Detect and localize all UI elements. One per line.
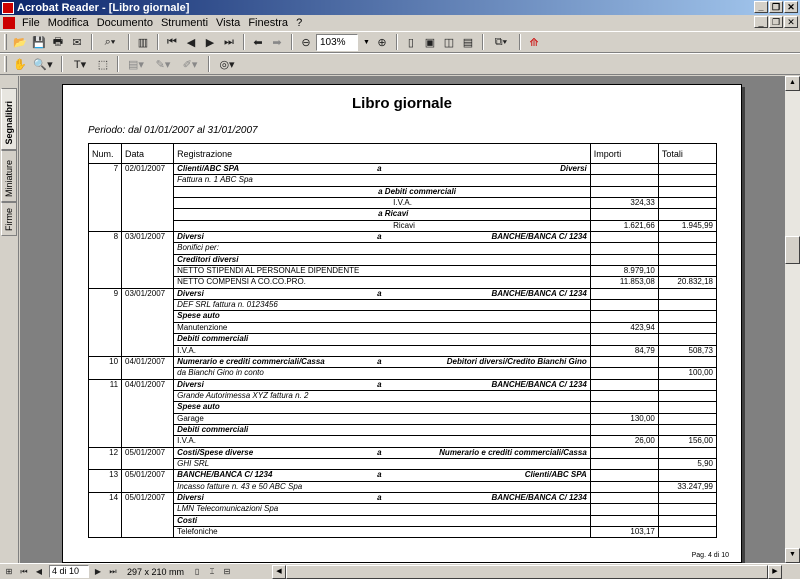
entry-credit-account: BANCHE/BANCA C/ 1234 (491, 379, 587, 389)
entry-line-text: a Debiti commerciali (174, 186, 591, 197)
entry-total (658, 300, 716, 311)
first-page-icon[interactable]: ⏮ (167, 35, 177, 48)
entry-date: 05/01/2007 (122, 470, 174, 493)
entry-date: 05/01/2007 (122, 447, 174, 470)
tab-segnalibri[interactable]: Segnalibri (1, 88, 17, 150)
entry-line-importo (590, 254, 658, 265)
entry-total (658, 243, 716, 254)
toolbar-grip-2[interactable] (4, 56, 7, 72)
entry-description: Incasso fatture n. 43 e 50 ABC Spa (174, 481, 591, 492)
text-select-tool-icon[interactable]: T▾ (73, 58, 87, 71)
scroll-left-icon[interactable]: ◀ (272, 565, 286, 579)
entry-line-importo: 130,00 (590, 413, 658, 424)
entry-description: DEF SRL fattura n. 0123456 (174, 300, 591, 311)
vertical-scroll-thumb[interactable] (785, 236, 800, 264)
previous-page-icon[interactable]: ◀ (186, 36, 196, 49)
entry-line-totale (658, 311, 716, 322)
email-icon[interactable]: ✉ (72, 36, 82, 49)
menu-vista[interactable]: Vista (216, 17, 241, 29)
entry-line-text: Costi (174, 515, 591, 526)
menu-finestra[interactable]: Finestra (248, 17, 289, 29)
entry-credit-account: Debitori diversi/Credito Bianchi Gino (446, 356, 587, 366)
entry-line-text: NETTO COMPENSI A CO.CO.PRO. (174, 277, 591, 288)
hand-tool-icon[interactable]: ✋ (13, 58, 27, 71)
fit-visible-icon[interactable]: ▤ (462, 36, 474, 49)
entry-row (89, 447, 717, 458)
entry-line-totale (658, 334, 716, 345)
window-title: Acrobat Reader - [Libro giornale] (17, 1, 190, 14)
minimize-button[interactable]: _ (754, 1, 768, 13)
save-icon[interactable]: 💾 (32, 36, 46, 49)
menu-documento[interactable]: Documento (96, 17, 153, 29)
col-num: Num. (89, 144, 122, 164)
entry-debit-account: Diversi (177, 379, 204, 389)
entry-num: 8 (89, 232, 122, 289)
entry-description: Grande Autorimessa XYZ fattura n. 2 (174, 390, 591, 401)
toolbar-grip[interactable] (4, 34, 7, 50)
restore-button[interactable]: ❐ (769, 1, 783, 13)
col-totali: Totali (658, 144, 716, 164)
entry-line-totale (658, 527, 716, 538)
scroll-right-icon[interactable]: ▶ (768, 565, 782, 579)
status-prev-page-icon[interactable]: ◀ (35, 567, 43, 576)
entry-description: GHI SRL (174, 458, 591, 469)
doc-restore-button[interactable]: ❐ (769, 16, 783, 28)
entry-line-row (89, 266, 717, 277)
entry-credit-account: BANCHE/BANCA C/ 1234 (491, 288, 587, 298)
entry-line-text: Creditori diversi (174, 254, 591, 265)
page-footer: Pag. 4 di 10 (691, 552, 729, 559)
entry-line-totale (658, 254, 716, 265)
col-registrazione: Registrazione (174, 144, 591, 164)
menu-bar (0, 15, 800, 31)
col-data: Data (122, 144, 174, 164)
entry-line-text: Debiti commerciali (174, 424, 591, 435)
entry-line-totale (658, 402, 716, 413)
title-bar (0, 0, 800, 15)
entry-line-text: Spese auto (174, 402, 591, 413)
entry-desc-row (89, 390, 717, 401)
entry-line-importo: 26,00 (590, 436, 658, 447)
entry-credit-account: Numerario e crediti commerciali/Cassa (439, 447, 587, 457)
entry-line-importo: 324,33 (590, 198, 658, 209)
entry-line-importo (590, 515, 658, 526)
journal-table (88, 143, 717, 538)
entry-line-text: I.V.A. (174, 345, 591, 356)
entry-debit-account: Costi/Spese diverse (177, 447, 254, 457)
search-icon[interactable]: ⌕▾ (104, 35, 116, 48)
entry-line-row (89, 198, 717, 209)
entry-credit-account: BANCHE/BANCA C/ 1234 (491, 492, 587, 502)
entry-credit-account: Clienti/ABC SPA (524, 470, 587, 480)
entry-line-totale: 508,73 (658, 345, 716, 356)
entry-line-text: I.V.A. (174, 436, 591, 447)
next-page-icon[interactable]: ▶ (205, 36, 215, 49)
go-back-icon[interactable]: ⬅ (253, 36, 263, 49)
entry-line-totale: 20.832,18 (658, 277, 716, 288)
entry-num: 12 (89, 447, 122, 470)
entry-line-row (89, 220, 717, 231)
entry-debit-account: Clienti/ABC SPA (177, 164, 240, 173)
go-forward-icon[interactable]: ➡ (272, 36, 282, 49)
entry-date: 02/01/2007 (122, 164, 174, 232)
continuous-facing-icon[interactable]: ⊟ (223, 567, 231, 576)
ebook-icon[interactable]: ◎▾ (219, 58, 235, 71)
entry-a: a (377, 356, 382, 366)
entry-line-row (89, 515, 717, 526)
entry-debit-account: Diversi (177, 288, 204, 298)
entry-line-row (89, 345, 717, 356)
entry-line-row (89, 402, 717, 413)
last-page-icon[interactable]: ⏭ (224, 35, 234, 48)
zoom-in-icon[interactable]: ⊕ (377, 36, 387, 49)
entry-desc-row (89, 300, 717, 311)
page-layout-icon[interactable]: ⧉▾ (494, 35, 508, 48)
tools-toolbar (0, 53, 800, 75)
entry-row (89, 164, 717, 175)
status-next-page-icon[interactable]: ▶ (94, 567, 102, 576)
main-toolbar (0, 31, 800, 53)
entry-head (174, 379, 591, 390)
continuous-icon[interactable]: ⌶ (209, 566, 215, 576)
entry-a: a (377, 447, 382, 457)
entry-head (174, 492, 591, 503)
entry-num: 13 (89, 470, 122, 493)
entry-line-row (89, 322, 717, 333)
entry-a: a (377, 232, 382, 242)
zoom-out-icon[interactable]: ⊖ (301, 36, 311, 49)
entry-line-text: NETTO STIPENDI AL PERSONALE DIPENDENTE (174, 266, 591, 277)
open-icon[interactable]: 📂 (13, 36, 27, 49)
period-text: Periodo: dal 01/01/2007 al 31/01/2007 (88, 125, 258, 136)
entry-line-totale (658, 515, 716, 526)
entry-description: Bonifici per: (174, 243, 591, 254)
tab-firme[interactable]: Firme (1, 202, 17, 236)
status-first-page-icon[interactable]: ⏮ (20, 566, 28, 576)
navigation-pane-tabs (0, 76, 19, 563)
graphics-select-tool-icon[interactable]: ⬚ (97, 58, 109, 71)
entry-line-text: Spese auto (174, 311, 591, 322)
page-size-menu-icon[interactable]: ⊞ (5, 567, 13, 576)
page-number-input[interactable]: 4 di 10 (49, 565, 89, 578)
entry-a: a (377, 164, 382, 173)
entry-line-totale (658, 413, 716, 424)
actual-size-icon[interactable]: ▯ (407, 36, 414, 49)
entry-line-row (89, 209, 717, 220)
pdf-page (62, 84, 742, 563)
entry-line-importo: 84,79 (590, 345, 658, 356)
entry-desc-row (89, 243, 717, 254)
doc-minimize-button[interactable]: _ (754, 16, 768, 28)
fit-page-icon[interactable]: ▣ (424, 36, 436, 49)
entry-row (89, 379, 717, 390)
entry-line-row (89, 436, 717, 447)
entry-line-importo: 423,94 (590, 322, 658, 333)
zoom-tool-icon[interactable]: 🔍▾ (33, 58, 53, 71)
entry-line-totale (658, 322, 716, 333)
entry-description: da Bianchi Gino in conto (174, 368, 591, 379)
entry-line-importo (590, 186, 658, 197)
entry-head (174, 470, 591, 481)
menu-strumenti[interactable]: Strumenti (160, 17, 209, 29)
print-icon[interactable]: 🖶 (52, 35, 64, 48)
fit-width-icon[interactable]: ◫ (443, 36, 455, 49)
note-tool-icon[interactable]: ▤▾ (128, 58, 144, 71)
scroll-down-icon[interactable]: ▼ (785, 548, 800, 563)
entry-head (174, 356, 591, 367)
entry-line-importo: 1.621,66 (590, 220, 658, 231)
entry-row (89, 232, 717, 243)
entry-line-totale (658, 209, 716, 220)
entry-line-row (89, 424, 717, 435)
menu-help[interactable]: ? (296, 17, 303, 29)
entry-line-importo: 8.979,10 (590, 266, 658, 277)
scroll-up-icon[interactable]: ▲ (785, 76, 800, 91)
entry-line-importo (590, 334, 658, 345)
status-last-page-icon[interactable]: ⏭ (109, 566, 117, 576)
entry-desc-row (89, 368, 717, 379)
entry-line-row (89, 413, 717, 424)
entry-total (658, 390, 716, 401)
window-controls (753, 1, 798, 13)
col-importi: Importi (590, 144, 658, 164)
entry-line-text: Debiti commerciali (174, 334, 591, 345)
entry-date: 03/01/2007 (122, 288, 174, 356)
entry-debit-account: Diversi (177, 492, 204, 502)
entry-date: 03/01/2007 (122, 232, 174, 289)
close-button[interactable]: ✕ (784, 1, 798, 13)
entry-a: a (377, 492, 382, 502)
entry-credit-account: Diversi (560, 164, 587, 173)
entry-row (89, 470, 717, 481)
entry-head (174, 164, 591, 175)
entry-line-importo (590, 209, 658, 220)
entry-line-totale (658, 424, 716, 435)
entry-line-totale (658, 198, 716, 209)
entry-line-importo (590, 424, 658, 435)
entry-line-text: a Ricavi (174, 209, 591, 220)
horizontal-scroll-thumb[interactable] (286, 565, 768, 579)
entry-date: 04/01/2007 (122, 379, 174, 447)
entry-description: LMN Telecomunicazioni Spa (174, 504, 591, 515)
entry-line-importo: 103,17 (590, 527, 658, 538)
acrobat-app-icon (2, 2, 14, 14)
entry-total: 33.247,99 (658, 481, 716, 492)
pencil-tool-icon[interactable]: ✎▾ (155, 58, 171, 71)
entry-line-text: Garage (174, 413, 591, 424)
entry-num: 11 (89, 379, 122, 447)
entry-a: a (377, 470, 382, 480)
entry-a: a (377, 288, 382, 298)
entry-debit-account: Diversi (177, 232, 204, 242)
entry-date: 05/01/2007 (122, 492, 174, 537)
tab-miniature[interactable]: Miniature (1, 150, 17, 202)
entry-line-row (89, 527, 717, 538)
entry-line-text: Telefoniche (174, 527, 591, 538)
single-page-icon[interactable]: ▯ (194, 567, 200, 576)
entry-line-text: I.V.A. (174, 198, 591, 209)
entry-num: 9 (89, 288, 122, 356)
entry-credit-account: BANCHE/BANCA C/ 1234 (491, 232, 587, 242)
entry-desc-row (89, 481, 717, 492)
vertical-scrollbar[interactable] (785, 76, 800, 563)
entry-desc-row (89, 458, 717, 469)
entry-line-row (89, 311, 717, 322)
entry-head (174, 232, 591, 243)
highlight-tool-icon[interactable]: ✐▾ (182, 58, 198, 71)
entry-row (89, 288, 717, 299)
doc-close-button[interactable]: ✕ (784, 16, 798, 28)
entry-line-row (89, 254, 717, 265)
status-bar (0, 563, 800, 579)
entry-line-totale (658, 266, 716, 277)
entry-line-row (89, 334, 717, 345)
entry-total: 100,00 (658, 368, 716, 379)
entry-date: 04/01/2007 (122, 356, 174, 379)
entry-head (174, 447, 591, 458)
zoom-input[interactable]: 103% (316, 34, 358, 51)
entry-line-text: Manutenzione (174, 322, 591, 333)
document-window-controls (745, 16, 798, 28)
entry-desc-row (89, 175, 717, 186)
page-size-text: 297 x 210 mm (127, 566, 185, 577)
entry-description: Fattura n. 1 ABC Spa (174, 175, 591, 186)
entry-row (89, 492, 717, 503)
entry-line-importo (590, 311, 658, 322)
menu-file[interactable]: File (22, 17, 40, 29)
entry-line-row (89, 186, 717, 197)
document-viewer[interactable] (20, 76, 785, 563)
entry-total (658, 504, 716, 515)
document-title: Libro giornale (351, 95, 452, 112)
entry-num: 10 (89, 356, 122, 379)
document-icon[interactable] (3, 17, 15, 29)
entry-line-totale: 156,00 (658, 436, 716, 447)
show-navigation-pane-icon[interactable]: ▥ (137, 36, 149, 49)
entry-num: 7 (89, 164, 122, 232)
entry-num: 14 (89, 492, 122, 537)
entry-total (658, 175, 716, 186)
entry-debit-account: Numerario e crediti commerciali/Cassa (177, 356, 325, 366)
zoom-dropdown-icon[interactable]: ▼ (363, 38, 370, 46)
entry-head (174, 288, 591, 299)
entry-line-importo (590, 402, 658, 413)
entry-total: 5,90 (658, 458, 716, 469)
entry-debit-account: BANCHE/BANCA C/ 1234 (177, 470, 273, 480)
entry-line-row (89, 277, 717, 288)
entry-line-text: Ricavi (174, 220, 591, 231)
entry-line-importo: 11.853,08 (590, 277, 658, 288)
entry-line-totale: 1.945,99 (658, 220, 716, 231)
horizontal-scrollbar[interactable] (272, 565, 782, 579)
entry-desc-row (89, 504, 717, 515)
entry-line-totale (658, 186, 716, 197)
acrobat-online-icon[interactable]: ⟰ (529, 36, 539, 49)
menu-modifica[interactable]: Modifica (47, 17, 89, 29)
entry-row (89, 356, 717, 367)
entry-a: a (377, 379, 382, 389)
